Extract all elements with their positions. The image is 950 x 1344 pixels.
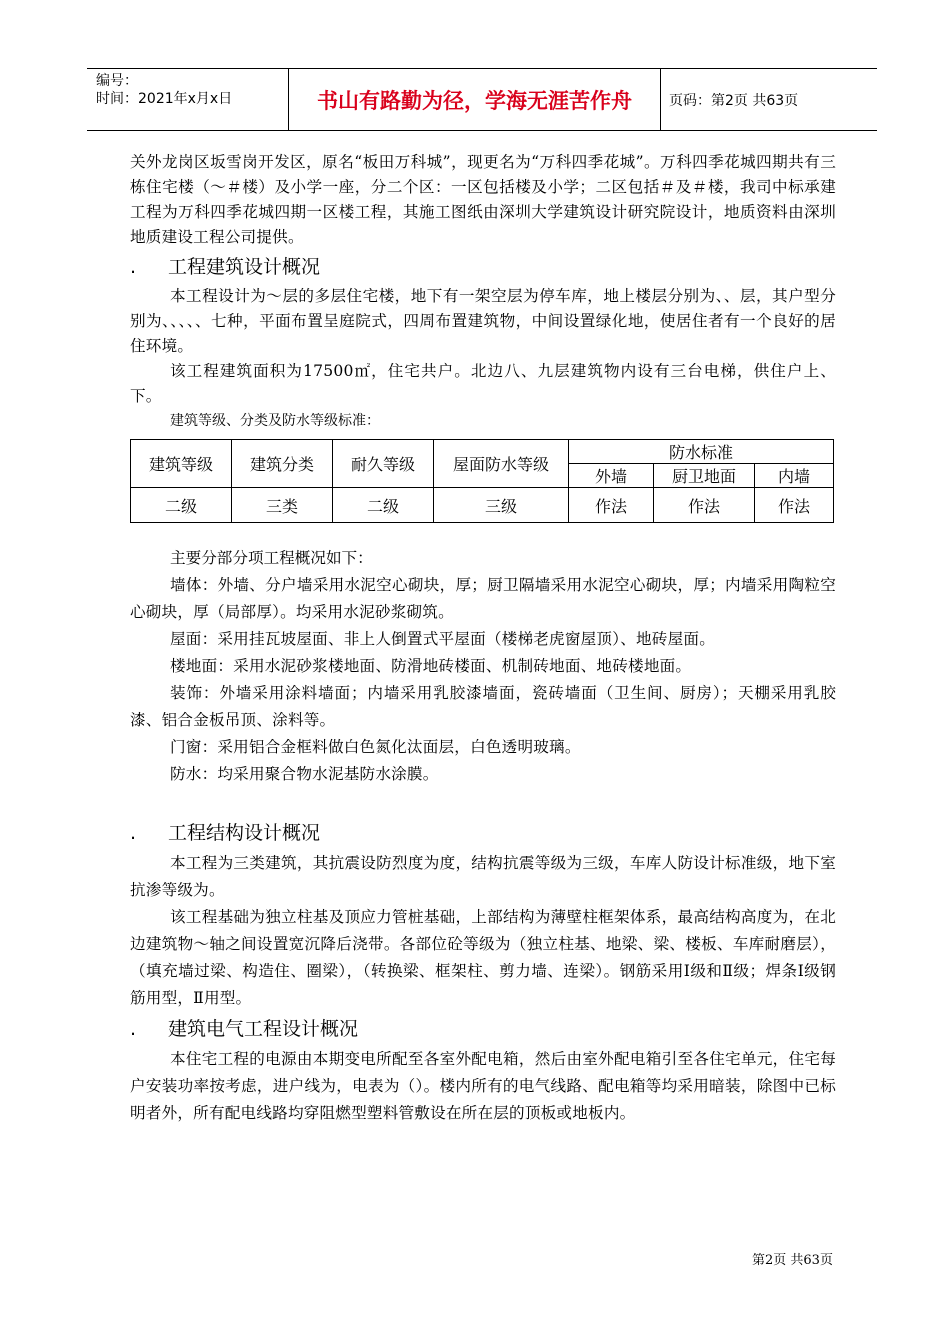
section-heading-architecture <box>130 252 836 282</box>
intro-paragraph: 关外龙岗区坂雪岗开发区，原名“板田万科城”，现更名为“万科四季花城”。万科四季花城四期共有三栋住宅楼（～＃楼）及小学一座，分二个区：一区包括楼及小学；二区包括＃及＃楼，我司中标承建工程为万科四季花城四期一区楼工程，其施工图纸由深圳大学建筑设计研究院设计，地质资料由深圳地质建设工程公司提供。 <box>130 153 836 246</box>
document-number-label: 编号： <box>96 73 138 89</box>
electrical-paragraph: 本住宅工程的电源由本期变电所配至各室外配电箱，然后由室外配电箱引至各住宅单元，住宅每户安装功率按考虑，进户线为，电表为（）。楼内所有的电气线路、配电箱等均采用暗装，除图中已标明者外，所有配电线路均穿阻燃型塑料管敷设在所在层的顶板或地板内。 <box>130 1050 836 1122</box>
door-window-paragraph: 门窗：采用铝合金框料做白色氮化汰面层，白色透明玻璃。 <box>170 738 581 756</box>
header-page-number: 页码：第2页 共63页 <box>669 92 799 109</box>
table-cell: 作法 <box>654 488 755 523</box>
section-heading-electrical <box>130 1014 836 1044</box>
document-body <box>130 150 836 1127</box>
page-header <box>87 68 877 131</box>
table-cell: 作法 <box>755 488 834 523</box>
table-header-cell: 厨卫地面 <box>654 464 755 488</box>
section-heading-structure <box>130 818 836 848</box>
waterproof-paragraph: 防水：均采用聚合物水泥基防水涂膜。 <box>170 765 439 783</box>
table-header-cell: 耐久等级 <box>333 440 434 488</box>
architecture-paragraph-1: 本工程设计为～层的多层住宅楼，地下有一架空层为停车库，地上楼层分别为、、层，其户型分别为、、、、、七种，平面布置呈庭院式，四周布置建筑物，中间设置绿化地，使居住者有一个良好的居住环境。 <box>130 287 836 355</box>
table-cell: 二级 <box>333 488 434 523</box>
heading-text: 工程结构设计概况 <box>168 822 321 844</box>
heading-text: 工程建筑设计概况 <box>168 256 321 278</box>
table-header-cell: 建筑分类 <box>232 440 333 488</box>
table-header-cell: 防水标准 <box>569 440 834 464</box>
spacer <box>130 523 836 545</box>
document-date: 时间：2021年x月x日 <box>96 91 233 107</box>
structure-paragraph-2: 该工程基础为独立柱基及顶应力管桩基础，上部结构为薄壁柱框架体系，最高结构高度为，在北边建筑物～轴之间设置宽沉降后浇带。各部位砼等级为（独立柱基、地梁、梁、楼板、车库耐磨层），（填充墙过梁、构造住、圈梁），（转换梁、框架柱、剪力墙、连梁）。钢筋采用Ⅰ级和Ⅱ级；焊条Ⅰ级钢筋用型，Ⅱ用型。 <box>130 908 836 1007</box>
wall-paragraph: 墙体：外墙、分户墙采用水泥空心砌块，厚；厨卫隔墙采用水泥空心砌块，厚；内墙采用陶粒空心砌块，厚（局部厚）。均采用水泥砂浆砌筑。 <box>130 576 836 621</box>
heading-text: 建筑电气工程设计概况 <box>168 1018 359 1040</box>
table-cell: 三类 <box>232 488 333 523</box>
roof-paragraph: 屋面：采用挂瓦坡屋面、非上人倒置式平屋面（楼梯老虎窗屋顶）、地砖屋面。 <box>170 630 715 648</box>
table-cell: 作法 <box>569 488 654 523</box>
page-footer: 第2页 共63页 <box>752 1253 833 1268</box>
table-row <box>131 488 834 523</box>
table-caption: 建筑等级、分类及防水等级标准： <box>170 413 380 429</box>
heading-bullet: . <box>130 822 137 844</box>
header-motto: 书山有路勤为径，学海无涯苦作舟 <box>289 69 661 130</box>
structure-paragraph-1: 本工程为三类建筑，其抗震设防烈度为度，结构抗震等级为三级，车库人防设计标准级，地下室抗渗等级为。 <box>130 854 836 899</box>
standards-table <box>130 439 834 523</box>
table-cell: 二级 <box>131 488 232 523</box>
subsection-intro: 主要分部分项工程概况如下： <box>170 549 373 567</box>
table-cell: 三级 <box>434 488 569 523</box>
table-header-cell: 屋面防水等级 <box>434 440 569 488</box>
spacer <box>130 788 836 816</box>
decoration-paragraph: 装饰：外墙采用涂料墙面；内墙采用乳胶漆墙面，瓷砖墙面（卫生间、厨房）；天棚采用乳胶漆、铝合金板吊顶、涂料等。 <box>130 684 836 729</box>
floor-paragraph: 楼地面：采用水泥砂浆楼地面、防滑地砖楼面、机制砖地面、地砖楼地面。 <box>170 657 692 675</box>
table-header-cell: 内墙 <box>755 464 834 488</box>
heading-bullet: . <box>130 1018 137 1040</box>
table-header-cell: 建筑等级 <box>131 440 232 488</box>
header-meta <box>87 69 289 130</box>
heading-bullet: . <box>130 256 137 278</box>
architecture-paragraph-2: 该工程建筑面积为17500㎡，住宅共户。北边八、九层建筑物内设有三台电梯，供住户上、下。 <box>130 362 836 405</box>
table-header-cell: 外墙 <box>569 464 654 488</box>
